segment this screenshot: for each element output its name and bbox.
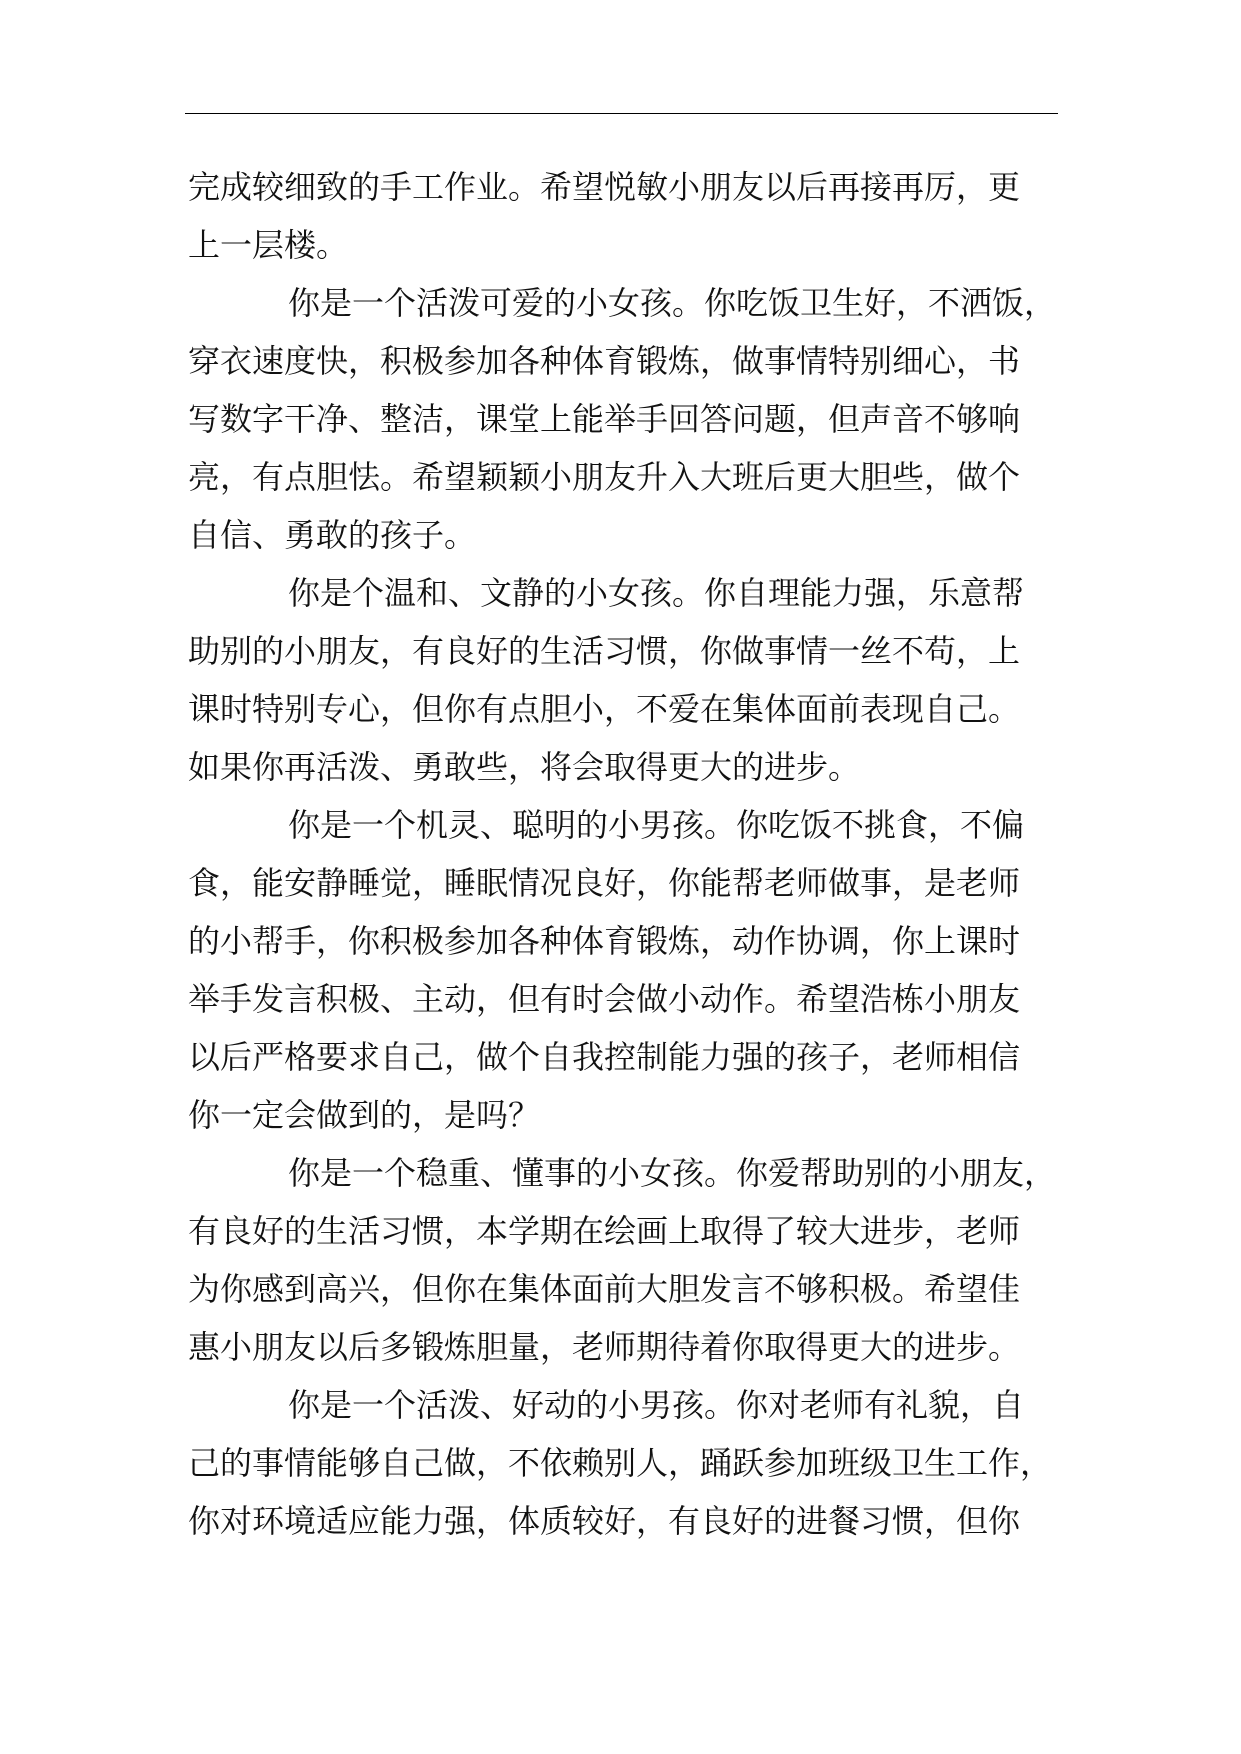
- text-line: 你一定会做到的，是吗？: [188, 1096, 541, 1134]
- text-line: 你对环境适应能力强，体质较好，有良好的进餐习惯，但你: [188, 1502, 1021, 1540]
- text-line: 的小帮手，你积极参加各种体育锻炼，动作协调，你上课时: [188, 922, 1021, 960]
- text-line: 为你感到高兴，但你在集体面前大胆发言不够积极。希望佳: [188, 1270, 1021, 1308]
- text-line: 亮，有点胆怯。希望颖颖小朋友升入大班后更大胆些，做个: [188, 458, 1021, 496]
- text-line: 如果你再活泼、勇敢些，将会取得更大的进步。: [188, 748, 861, 786]
- paragraph-2: [188, 274, 1061, 564]
- paragraph-5: [188, 1144, 1061, 1376]
- text-line: 举手发言积极、主动，但有时会做小动作。希望浩栋小朋友: [188, 980, 1021, 1018]
- paragraph-4: [188, 796, 1061, 1144]
- paragraph-1: [188, 158, 1061, 274]
- paragraph-3: [188, 564, 1061, 796]
- text-line: 食，能安静睡觉，睡眠情况良好，你能帮老师做事，是老师: [188, 864, 1021, 902]
- document-body: [188, 158, 1061, 1550]
- text-line: 自信、勇敢的孩子。: [188, 516, 477, 554]
- text-line: 课时特别专心，但你有点胆小，不爱在集体面前表现自己。: [188, 690, 1021, 728]
- text-line: 穿衣速度快，积极参加各种体育锻炼，做事情特别细心，书: [188, 342, 1021, 380]
- text-line: 你是一个活泼、好动的小男孩。你对老师有礼貌，自: [288, 1386, 1025, 1424]
- text-line: 以后严格要求自己，做个自我控制能力强的孩子，老师相信: [188, 1038, 1021, 1076]
- text-line: 写数字干净、整洁，课堂上能举手回答问题，但声音不够响: [188, 400, 1021, 438]
- text-line: 你是一个活泼可爱的小女孩。你吃饭卫生好，不洒饭，: [288, 284, 1057, 322]
- text-line: 己的事情能够自己做，不依赖别人，踊跃参加班级卫生工作，: [188, 1444, 1053, 1482]
- text-line: 你是一个稳重、懂事的小女孩。你爱帮助别的小朋友，: [288, 1154, 1057, 1192]
- text-line: 完成较细致的手工作业。希望悦敏小朋友以后再接再厉，更: [188, 168, 1021, 206]
- text-line: 你是个温和、文静的小女孩。你自理能力强，乐意帮: [288, 574, 1025, 612]
- text-line: 上一层楼。: [188, 226, 349, 264]
- header-rule: [185, 113, 1058, 114]
- text-line: 你是一个机灵、聪明的小男孩。你吃饭不挑食，不偏: [288, 806, 1025, 844]
- paragraph-6: [188, 1376, 1061, 1550]
- text-line: 有良好的生活习惯，本学期在绘画上取得了较大进步，老师: [188, 1212, 1021, 1250]
- text-line: 惠小朋友以后多锻炼胆量，老师期待着你取得更大的进步。: [188, 1328, 1021, 1366]
- text-line: 助别的小朋友，有良好的生活习惯，你做事情一丝不苟，上: [188, 632, 1021, 670]
